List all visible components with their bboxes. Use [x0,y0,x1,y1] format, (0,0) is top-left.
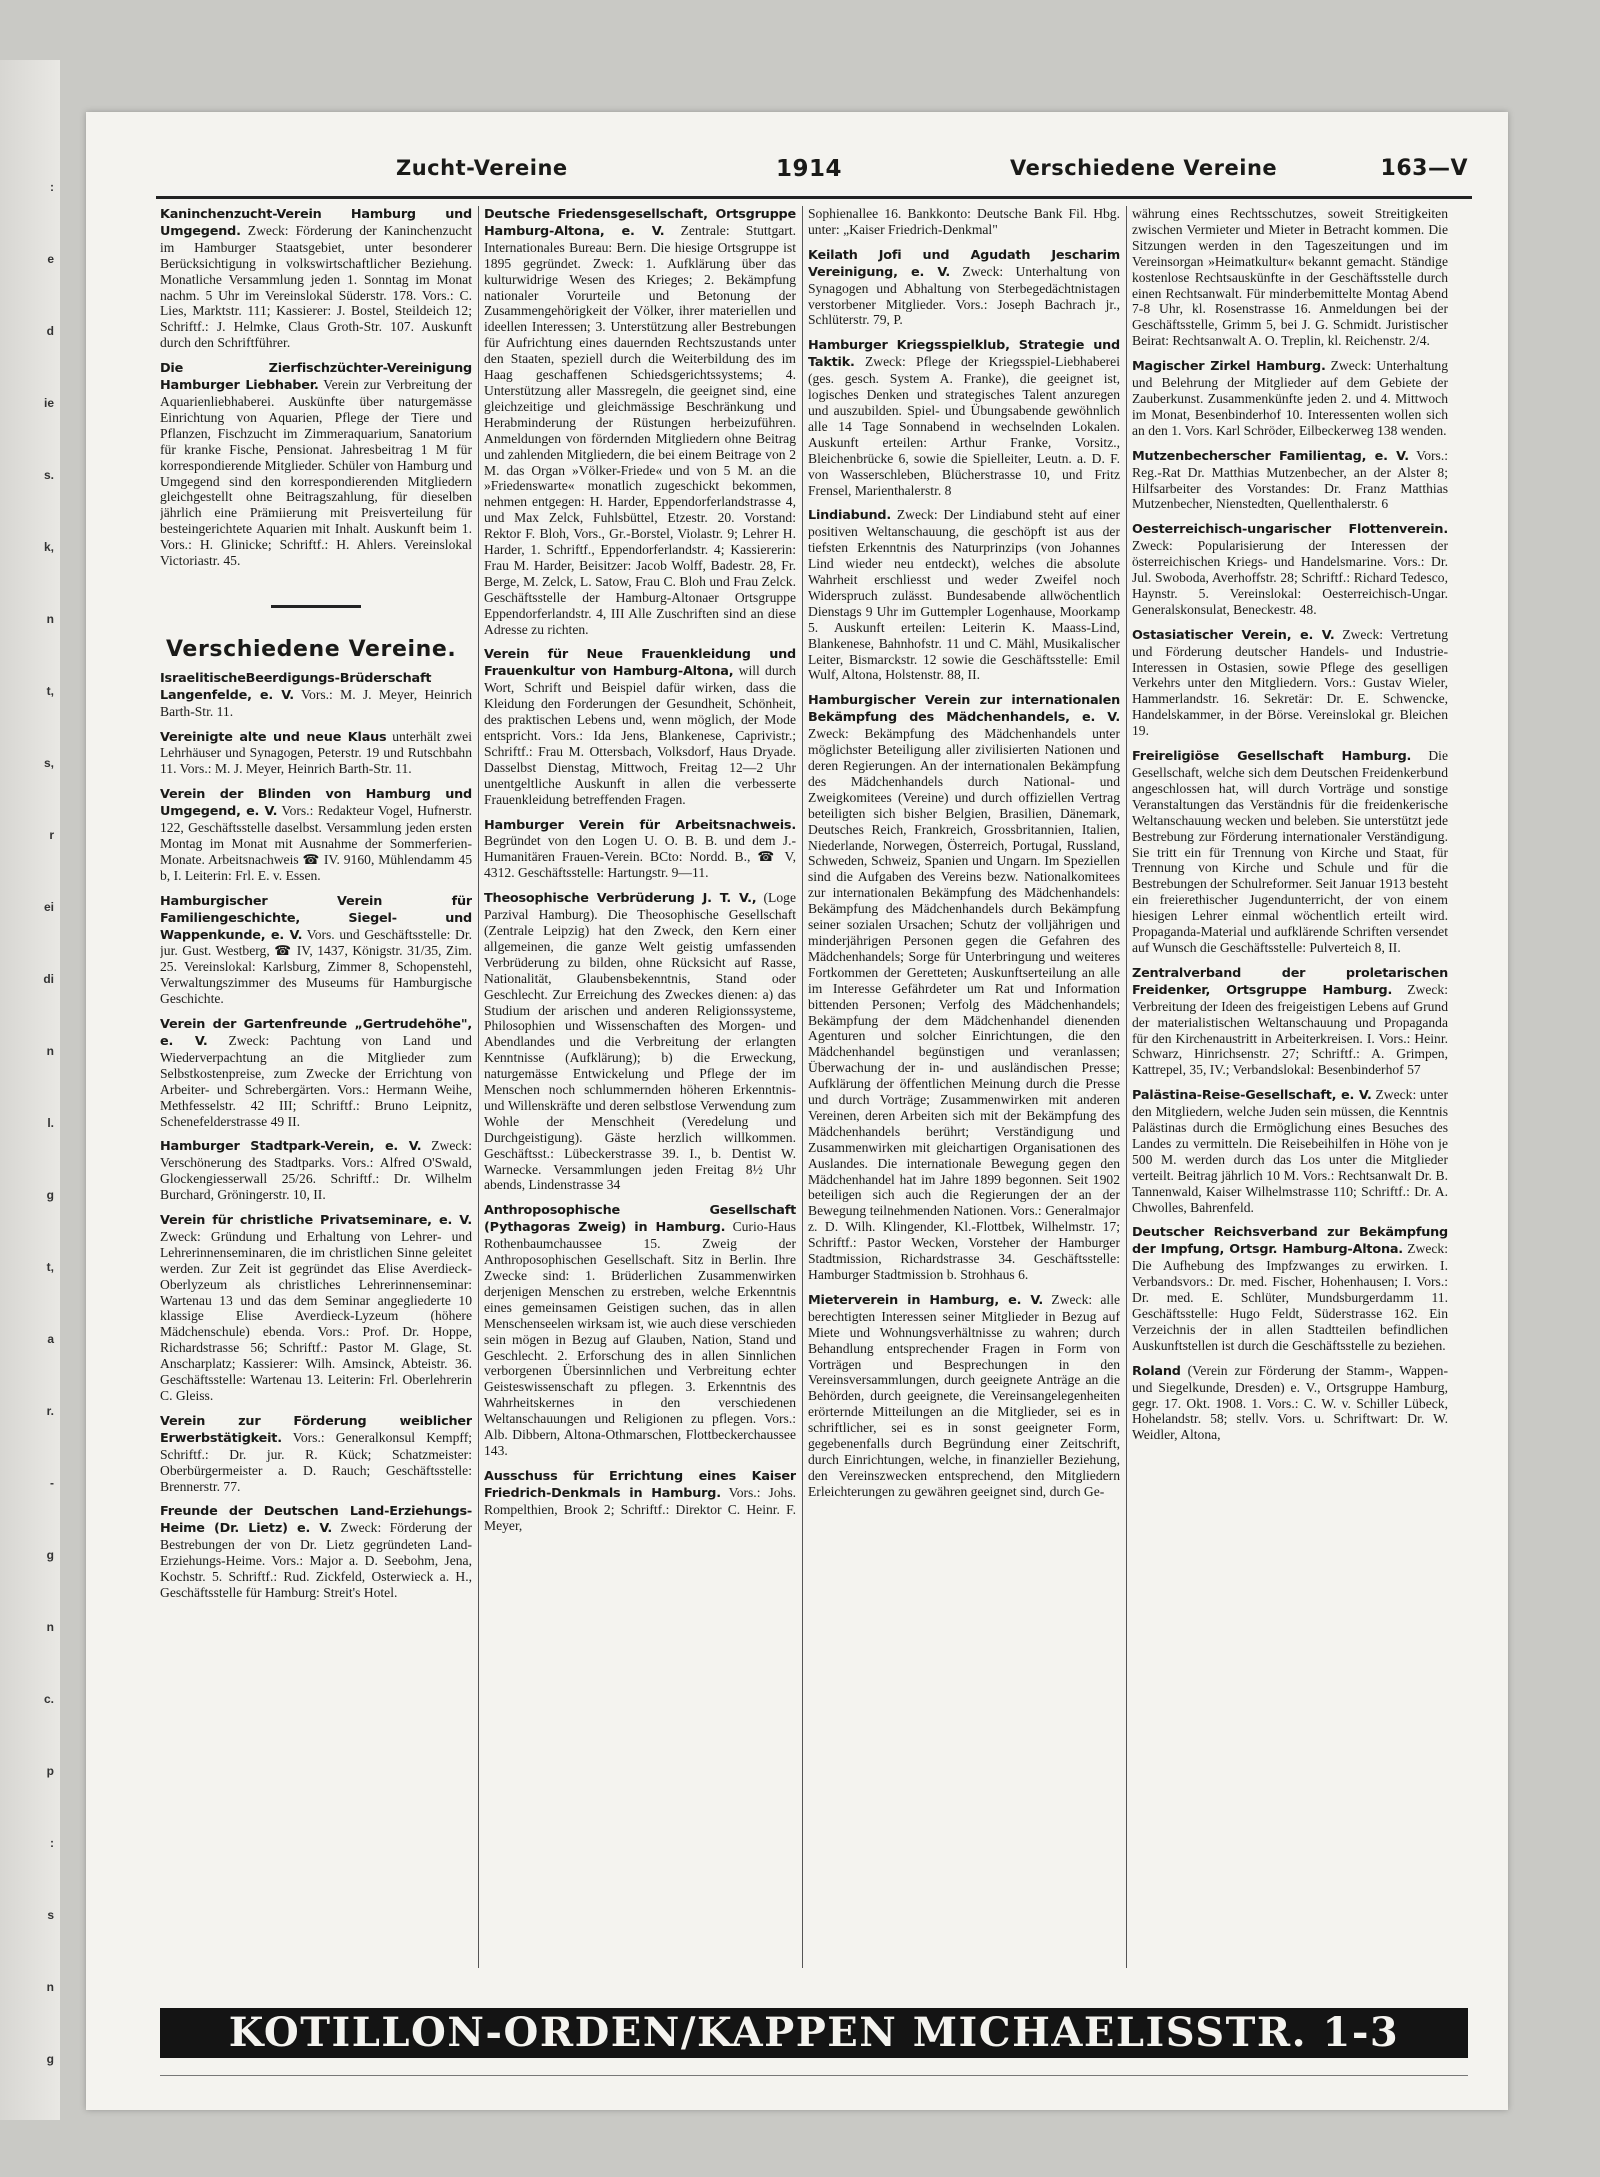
directory-entry [808,206,1120,238]
entry-title: Roland [1132,1363,1181,1379]
margin-fragment: n [46,612,54,626]
entry-body: Vors.: Generalkonsul Kempff; Schriftf.: Dr. jur. R. Kück; Schatzmeister: Oberbürgermeister a. D. Rauch; Geschäftsstelle: Brennerstr. 77. [160,1429,472,1494]
margin-fragment: e [47,252,54,266]
entry-body: Vors.: Reg.-Rat Dr. Matthias Mutzenbecher, an der Alster 8; Hilfsarbeiter des Vorstandes: Dr. Franz Matthias Mutzenbecher, Nienstedten, Quellenthalerstr. 6 [1132,447,1448,512]
directory-entry [160,360,472,569]
directory-entry [484,206,796,637]
entry-body: Curio-Haus Rothenbaumchaussee 15. Zweig der Anthroposophischen Gesellschaft. Sitz in Berlin. Ihre Zwecke sind: 1. Brüderlichen Zusammenwirken derjenigen Menschen zu erstreben, welche Erkenntnis eines gemeinsamen Geistigen suchen, das in allen Menschenseelen wirksam ist, wie auch diese verschieden sein mögen in Bezug auf Glauben, Nation, Stand und Geschlecht. 2. Erforschung des in allen Sinnlichen verborgenen Übersinnlichen und Verbreitung echter Geisteswissenschaft zu pflegen. 3. Erkenntnis des Wahrheitskernes in den verschiedenen Weltanschauungen und Religionen zu pflegen. Vors.: Alb. Dibbern, Altona-Othmarschen, Flottbeckerchaussee 143. [484,1219,796,1458]
margin-fragment: g [46,1548,54,1562]
entry-body: Zweck: Gründung und Erhaltung von Lehrer- und Lehrerinnenseminaren, die im christlichen Sinne geleitet werden. Zur Zeit ist gegründet das Elise Averdieck-Oberlyzeum als christliches Lehrerinnenseminar: Wartenau 13 und das dem Seminar angegliederte 10 klassige Elise Averdieck-Lyzeum (höhere Mädchenschule) ebenda. Vors.: Prof. Dr. Hoppe, Richardstrasse 56; Schriftf.: Pastor M. Glage, St. Anscharplatz; Kassierer: Wilh. Amsinck, Abteistr. 36. Geschäftsstelle: Wartenau 13. Leiterin: Frl. Oberlehrerin C. Gleiss. [160,1228,472,1403]
entry-title: Lindiabund. [808,508,892,524]
entry-body: Verein zur Verbreitung der Aquarienliebhaberei. Auskünfte über naturgemässe Einrichtung von Aquarien, Pflege der Tiere und Pflanzen, Fischzucht im Zimmeraquarium, Sanatorium für kranke Fische, Pensionat. Jahresbeitrag 1 M für korrespondierende Mitglieder. Schüler von Hamburg und Umgegend sind den korrespondierenden Mitgliedern gleichgestellt ohne Beitragszahlung, für dieselben jährlich eine Prämiierung mit Preisverteilung für besteingerichtete Aquarien mit Inhalt. Auskunft beim 1. Vors.: H. Glinicke; Schriftf.: H. Ahlers. Vereinslokal Victoriastr. 45. [160,377,472,569]
entry-body: (Loge Parzival Hamburg). Die Theosophische Gesellschaft (Zentrale Leipzig) hat den Zweck, den Kern einer allgemeinen, die ganze Welt geistig umfassenden Verbrüderung zu bilden, ohne Rücksicht auf Rasse, Nationalität, Glaubensbekenntnis, Stand oder Geschlecht. Zur Erreichung des Zweckes dienen: a) das Studium der arischen und anderen Religionssysteme, Philosophien und Wissenschaften des Morgen- und Abendlandes und die Verbreitung der erlangten Kenntnisse (Aufklärung); b) die Erweckung, naturgemässe Entwickelung und Pflege der im Menschen noch schlummernden höheren Erkenntnis- und Willenskräfte und deren selbstlose Verwendung zum Wohle der Menschheit (Veredelung und Durchgeistigung). Gäste herzlich willkommen. Geschäftsst.: Lübeckerstrasse 39. I., b. Dentist W. Warnecke. Versammlungen jeden Freitag 8½ Uhr abends, Lindenstrasse 34 [484,890,796,1193]
directory-entry [160,206,472,351]
margin-fragment: ie [43,396,54,410]
entry-body: Zweck: Der Lindiabund steht auf einer positiven Weltanschauung, die geschöpft ist aus der tiefsten Erkenntnis des Naturprinzips (von Johannes Lind wieder neu entdeckt), welches die absolute Wahrheit erschliesst und weder Zweifel noch Widerspruch zulässt. Bundesabende allwöchentlich Dienstags 9 Uhr im Guttempler Logenhause, Moorkamp 5. Auskunft erteilen: Leiterin K. Maass-Lind, Blankenese, Bahnhofstr. 11 und C. Mähl, Musikalischer Leiter, Bismarckstr. 12 sowie die Geschäftsstelle: Emil Wulf, Altona, Holstenstr. 88, II. [808,507,1120,683]
page-header [86,150,1508,190]
margin-fragment: t, [46,684,54,698]
column-4 [1132,206,1448,1968]
entry-body: Vors.: M. J. Meyer, Heinrich Barth-Str. 11. [160,686,472,719]
column-divider [802,206,803,1968]
entry-title: Anthroposophische Gesellschaft (Pythagoras Zweig) in Hamburg. [484,1203,796,1236]
entry-body: Zweck: Pflege der Kriegsspiel-Liebhaberei (ges. gesch. System A. Franke), die geeignet ist, logisches Denken und strategisches Talent anzuregen und auszubilden. Spiel- und Übungsabende gewöhnlich alle 14 Tage Sonnabend in wechselnden Lokalen. Auskunft erteilen: Arthur Franke, Vorsitz., Bleichenbrücke 6, sowie die Spielleiter, Leutn. a. D. F. von Wasserschleben, Blücherstrasse 10, und Fritz Frensel, Marienthalerstr. 8 [808,354,1120,498]
entry-body: Vors.: Johs. Rompelthien, Brook 2; Schriftf.: Direktor C. Heinr. F. Meyer, [484,1484,796,1533]
entry-body: Sophienallee 16. Bankkonto: Deutsche Bank Fil. Hbg. unter: „Kaiser Friedrich-Denkmal" [808,206,1120,237]
margin-fragment: r [49,828,54,842]
directory-entry [1132,358,1448,439]
entry-body: Begründet von den Logen U. O. B. B. und dem J.-Humanitären Frauen-Verein. BCto: Nordd. B., ☎ V, 4312. Geschäftsstelle: Hartungstr. 9—11. [484,833,796,881]
margin-fragment: g [46,1188,54,1202]
header-rule [156,196,1472,199]
entry-body: Die Gesellschaft, welche sich dem Deutschen Freidenkerbund angeschlossen hat, will durch Vorträge und sonstige Veranstaltungen das Verständnis für die freidenkerische Weltanschauung wecken und beleben. Sie unterstützt jede Bestrebung zur Förderung internationaler Verständigung. Sie tritt ein für Trennung von Kirche und Staat, für Trennung von Kirche und Schule und für die Bestrebungen der Schulreformer. Seit Januar 1913 besteht ein freierethischer Jugendunterricht, der von einem hiesigen Lehrer einmal wöchentlich erteilt wird. Propaganda-Material und aufklärende Schriften versendet auf Wunsch die Geschäftsstelle: Pulverteich 8, II. [1132,748,1448,955]
entry-title: Freireligiöse Gesellschaft Hamburg. [1132,749,1412,765]
entry-title: Verein für christliche Privatseminare, e. V. [160,1213,472,1229]
directory-entry [160,729,472,778]
directory-entry [484,1468,796,1534]
directory-entry [1132,748,1448,956]
margin-fragment: n [46,1044,54,1058]
entry-body: Zweck: Unterhaltung und Belehrung der Mitglieder auf dem Gebiete der Zauberkunst. Zusammenkünfte jeden 2. und 4. Mittwoch im Monat, Besenbinderhof 10. Interessenten wollen sich an den 1. Vors. Karl Schröder, Eilbeckerweg 138 wenden. [1132,358,1448,438]
section-divider [271,605,361,608]
entry-body: Zweck: Unterhaltung von Synagogen und Abhaltung von Sterbegedächtnistagen verstorbener Mitglieder. Vors.: Joseph Bachrach jr., Schlüterstr. 79, P. [808,263,1120,328]
directory-entry [1132,965,1448,1078]
directory-entry [160,786,472,883]
entry-title: Mutzenbecherscher Familientag, e. V. [1132,448,1409,464]
entry-body: (Verein zur Förderung der Stamm-, Wappen- und Siegelkunde, Dresden) e. V., Ortsgruppe Hamburg, gegr. 17. Okt. 1908. 1. Vors.: C. W. v. Schiller Lübeck, Hohelandstr. 58; stellv. Vors. u. Schriftwart: Dr. W. Weidler, Altona, [1132,1362,1448,1443]
directory-entry [808,507,1120,683]
entry-title: Verein zur Förderung weiblicher Erwerbstätigkeit. [160,1413,472,1446]
entry-title: Kaninchenzucht-Verein Hamburg und Umgegend. [160,207,472,239]
entry-title: Hamburgischer Verein für Familiengeschichte, Siegel- und Wappenkunde, e. V. [160,893,472,943]
directory-entry [484,646,796,807]
page-number: 163—V [1380,156,1468,181]
directory-entry [160,893,472,1007]
entry-body: Zweck: Förderung der Kaninchenzucht im Hamburger Staatsgebiet, unter besonderer Berücksichtigung in volkswirtschaftlicher Beziehung. Monatliche Versammlung jeden 1. Sonntag im Monat nachm. 5 Uhr im Vereinslokal Süderstr. 178. Vors.: C. Lies, Marktstr. 111; Kassierer: J. Bostel, Steildeich 12; Schriftf.: J. Helmke, Claus Groth-Str. 107. Auskunft durch den Schriftführer. [160,222,472,351]
margin-fragment: n [46,1620,54,1634]
directory-entry [1132,1087,1448,1215]
directory-entry [1132,1363,1448,1444]
entry-title: Theosophische Verbrüderung J. T. V., [484,891,757,907]
entry-title: Ostasiatischer Verein, e. V. [1132,627,1335,643]
entry-body: Zweck: Die Aufhebung des Impfzwanges zu erwirken. I. Verbandsvors.: Dr. med. Fischer, Hohenhausen; I. Vors.: Dr. med. E. Schlüter, Mundsburgerdamm 11. Geschäftsstelle: Hugo Feldt, Süderstrasse 162. Ein Verzeichnis der in allen Stadtteilen befindlichen Auskunftstellen ist durch die Geschäftsstelle zu beziehen. [1132,1241,1448,1353]
directory-entry [808,692,1120,1283]
directory-entry [160,1413,472,1495]
directory-entry [160,1016,472,1129]
margin-fragment: ei [43,900,54,914]
entry-title: Verein für Neue Frauenkleidung und Frauenkultur von Hamburg-Altona, [484,647,796,680]
margin-fragment: d [46,324,54,338]
entry-body: Zweck: Bekämpfung des Mädchenhandels unter möglichster Beteiligung aller zivilisierten Nationen und deren Regierungen. An der internationalen Bekämpfung des Mädchenhandels durch National- und Zweigkomitees (Vereine) und durch offiziellen Vertrag beteiligten sich bisher Belgien, Brasilien, Dänemark, Deutsches Reich, Frankreich, Grossbritannien, Italien, Niederlande, Norwegen, Österreich, Portugal, Russland, Schweden, Schweiz, Spanien und Ungarn. Im Speziellen sind die Aufgaben des Vereins bezw. Nationalkomitees zur internationalen Bekämpfung des Mädchenhandels: Bekämpfung des Mädchenhandels durch Bekämpfung seiner sozialen Ursachen; Schutz der volljährigen und minderjährigen Personen gegen die Gefahren des Mädchenhandels; Sorge für Unterbringung und weiteres Fortkommen der Geretteten; Auskunftserteilung an alle im Interesse Gefährdeter um Rat und Information bittenden Personen; Verfolg des Mädchenhandels; Bekämpfung der dem Mädchenhandel dienenden Agenturen und solcher Einrichtungen, die den Mädchenhandel begünstigen und veranlassen; Überwachung der in- und ausländischen Presse; Aufklärung der öffentlichen Meinung durch die Presse und durch Vorträge; Zusammenwirken mit anderen Vereinen, deren Arbeiten sich mit der Bekämpfung des Mädchenhandels berührt; Verständigung und Zusammenwirken mit gleichartigen Organisationen des Auslandes. Die internationale Bewegung gegen den Mädchenhandel hat im Jahre 1899 begonnen. Seit 1902 beteiligen sich auch die Regierungen der an der Bewegung teilnehmenden Nationen. Vors.: Generalmajor z. D. Wilh. Klingender, Kl.-Flottbek, Wilhelmstr. 17; Schriftf.: Pastor Wecken, Vorsteher der Hamburger Stadtmission, Richardstrasse 34. Geschäftsstelle: Hamburger Stadtmission b. Strohhaus 6. [808,726,1120,1282]
margin-fragment: s [47,1908,54,1922]
directory-entry [1132,448,1448,513]
margin-fragment: l. [47,1116,54,1130]
entry-body: währung eines Rechtsschutzes, soweit Streitigkeiten zwischen Vermieter und Mieter in Betracht kommen. Die Sitzungen werden in den Tageszeitungen und im Vereinsorgan »Heimatkultur« bekannt gemacht. Ständige kostenlose Rechtsauskünfte in der Geschäftsstelle durch einen Rechtsanwalt. Für minderbemittelte Montag Abend 7-8 Uhr, kl. Rosenstrasse 16. Anmeldungen bei der Geschäftsstelle, Grimm 5, bei J. G. Schmidt. Juristischer Beirat: Rechtsanwalt A. O. Treplin, kl. Reichenstr. 2/4. [1132,206,1448,349]
directory-entry [484,1202,796,1459]
entry-title: Hamburger Stadtpark-Verein, e. V. [160,1139,422,1155]
column-3 [808,206,1120,1968]
entry-title: Hamburger Kriegsspielklub, Strategie und Taktik. [808,338,1120,371]
entry-body: Zweck: Verbreitung der Ideen des freigeistigen Lebens auf Grund der materialistischen Weltanschauung und Propaganda für den Kirchenaustritt in Arbeiterkreisen. I. Vors.: Heinr. Schwarz, Hinrichsenstr. 27; Schriftf.: A. Grimpen, Kattrepel, 35, IV.; Verbandslokal: Besenbinderhof 57 [1132,981,1448,1078]
entry-title: Deutsche Friedensgesellschaft, Ortsgruppe Hamburg-Altona, e. V. [484,207,796,239]
entry-title: Zentralverband der proletarischen Freidenker, Ortsgruppe Hamburg. [1132,965,1448,998]
margin-fragment: di [43,972,54,986]
entry-body: Zentrale: Stuttgart. Internationales Bureau: Bern. Die hiesige Ortsgruppe ist 1895 gegründet. Zweck: 1. Aufklärung über das kulturwidrige Wesen des Krieges; 2. Bekämpfung nationaler Vorurteile und Betonung der Zusammengehörigkeit der Völker, ihrer materiellen und ideellen Interessen; 3. Unterstützung aller Bestrebungen für Aufrichtung eines dauernden Rechtszustands unter den Staaten, speziell durch die Weiterbildung des im Haag geschaffenen Schiedsgerichtssystems; 4. Unterstützung aller Massregeln, die geeignet sind, eine gleichzeitige und gleichmässige Beschränkung und Herabminderung der Rüstungen herbeizuführen. Anmeldungen von fördernden Mitgliedern ohne Beitrag und zahlenden Mitgliedern, die bei einem Beitrage von 2 M. das Organ »Völker-Friede« und von 5 M. an die »Friedenswarte« monatlich zugeschickt bekommen, nehmen entgegen: H. Harder, Eppendorferlandstrasse 4, und Max Zelck, Fuhlsbüttel, Etzestr. 20. Vorstand: Rektor F. Bloh, Vors., Gr.-Borstel, Violastr. 9; Lehrer H. Harder, 1. Schriftf., Eppendorferlandstr. 4; Kassiererin: Frau M. Harder, Beisitzer: Jacob Wolff, Badestr. 28, Fr. Berge, M. Zelck, L. Satow, Frau C. Bloh und Frau Zelck. Geschäftsstelle der Hamburg-Altonaer Ortsgruppe Eppendorferlandstr. 4, III Alle Zuschriften sind an diese Adresse zu richten. [484,222,796,637]
header-center-title: Verschiedene Vereine [1010,156,1278,180]
entry-title: IsraelitischeBeerdigungs-Brüderschaft Langenfelde, e. V. [160,670,432,703]
directory-entry [160,1212,472,1404]
margin-fragment: t, [46,1260,54,1274]
directory-entry [1132,521,1448,617]
text-columns [160,206,1468,1968]
margin-fragment: p [46,1764,54,1778]
entry-title: Palästina-Reise-Gesellschaft, e. V. [1132,1088,1372,1104]
directory-entry [1132,627,1448,739]
directory-entry [484,817,796,882]
directory-entry [160,1138,472,1203]
entry-title: Magischer Zirkel Hamburg. [1132,359,1326,375]
directory-entry [808,1292,1120,1500]
entry-body: Zweck: Popularisierung der Interessen der österreichischen Kriegs- und Handelsmarine. Vors.: Dr. Jul. Swoboda, Averhoffstr. 28; Schriftf.: Richard Tedesco, Haynstr. 5. Vereinslokal: Oesterreichisch-Ungar. Generalskonsulat, Beneckestr. 48. [1132,538,1448,617]
header-left-title: Zucht-Vereine [396,156,568,180]
margin-fragment: g [46,2052,54,2066]
entry-title: Ausschuss für Errichtung eines Kaiser Friedrich-Denkmals in Hamburg. [484,1468,796,1501]
entry-body: Zweck: alle berechtigten Interessen seiner Mitglieder in Bezug auf Miete und Wohnungsverhältnisse zu wahren; durch Behandlung entsprechender Fragen in Form von Vorträgen und Besprechungen in den Vereinsversammlungen, durch geeignete Anträge an die Behörden, durch geeignete, die Vereinsangelegenheiten erörternde Mitteilungen an die Mitglieder, sei es in schriftlicher, sei es in sonst geeigneter Form, gegebenenfalls durch Begründung einer Zeitschrift, durch Einrichtungen, welche, in finanzieller Beziehung, den Vereinszwecken entsprechend, den Mitgliedern Erleichterungen zu gewähren geeignet sind, durch Ge- [808,1291,1120,1499]
entry-body: Vors.: Redakteur Vogel, Hufnerstr. 122, Geschäftsstelle daselbst. Versammlung jeden ersten Montag im Monat mit Ausnahme der Sommerferien-Monate. Arbeitsnachweis ☎ IV. 9160, Mühlendamm 45 b, I. Leiterin: Frl. E. v. Essen. [160,803,472,883]
advertisement-banner: KOTILLON-ORDEN/KAPPEN MICHAELISSTR. 1-3 [160,2008,1468,2058]
section-title: Verschiedene Vereine. [166,636,457,662]
entry-title: Deutscher Reichsverband zur Bekämpfung der Impfung, Ortsgr. Hamburg-Altona. [1132,1225,1448,1258]
margin-fragment: s, [43,756,54,770]
entry-title: Freunde der Deutschen Land-Erziehungs-Heime (Dr. Lietz) e. V. [160,1504,472,1537]
entry-title: Vereinigte alte und neue Klaus [160,729,387,745]
column-divider [1126,206,1127,1968]
entry-title: Keilath Jofi und Agudath Jescharim Vereinigung, e. V. [808,247,1120,280]
column-2 [484,206,796,1968]
margin-fragment: r. [46,1404,54,1418]
directory-entry [1132,206,1448,349]
bottom-rule [160,2075,1468,2076]
margin-fragment: : [50,1836,54,1850]
margin-fragment: - [50,1476,54,1490]
margin-fragment: n [46,1980,54,1994]
entry-body: Zweck: Vertretung und Förderung deutscher Handels- und Industrie-Interessen in Ostasien, sowie Pflege des geselligen Verkehrs unter den Mitgliedern. Vors.: Gustav Wieler, Hammerlandstr. 16. Sekretär: Dr. E. Schwencke, Handelskammer, in der Börse. Vereinslokal gr. Bleichen 19. [1132,626,1448,739]
margin-fragment: : [50,180,54,194]
entry-body: unterhält zwei Lehrhäuser und Synagogen, Peterstr. 19 und Rutschbahn 11. Vors.: M. J. Meyer, Heinrich Barth-Str. 11. [160,728,472,777]
entry-title: Hamburger Verein für Arbeitsnachweis. [484,817,796,833]
entry-title: Verein der Blinden von Hamburg und Umgegend, e. V. [160,787,472,820]
directory-entry [160,1503,472,1600]
margin-fragment: s. [43,468,54,482]
entry-title: Hamburgischer Verein zur internationalen Bekämpfung des Mädchenhandels, e. V. [808,693,1120,726]
entry-body: Zweck: Verschönerung des Stadtparks. Vors.: Alfred O'Swald, Glockengiesserwall 25/26. Schriftf.: Dr. Wilhelm Burchard, Gröningerstr. 10, II. [160,1138,472,1203]
directory-entry [1132,1224,1448,1353]
entry-body: Zweck: unter den Mitgliedern, welche Juden sein müssen, die Kenntnis Palästinas durch die Ermöglichung eines Besuches des Landes zu vermitteln. Die Reisebeihilfen in Höhe von je 500 M. werden durch das Los unter die Mitglieder verteilt. Beitrag jährlich 10 M. Vors.: Rechtsanwalt Dr. B. Tannenwald, Kaiser Wilhelmstrasse 110; Schriftf.: Dr. A. Chwolles, Bahrenfeld. [1132,1087,1448,1215]
entry-title: Verein der Gartenfreunde „Gertrudehöhe", e. V. [160,1017,472,1049]
margin-fragment: a [47,1332,54,1346]
directory-entry [484,890,796,1193]
scan-left-margin [0,60,60,2120]
entry-title: Die Zierfischzüchter-Vereinigung Hamburger Liebhaber. [160,361,472,394]
entry-body: Vors. und Geschäftsstelle: Dr. jur. Gust. Westberg, ☎ IV, 1437, Königstr. 31/35, Zim. 25. Vereinslokal: Karlsburg, Zimmer 8, Schopenstehl, Verwaltungszimmer des Museums für Hamburgische Geschichte. [160,926,472,1007]
directory-entry [808,337,1120,498]
entry-body: Zweck: Förderung der Bestrebungen der von Dr. Lietz gegründeten Land-Erziehungs-Heime. Vors.: Major a. D. Seebohm, Jena, Kochstr. 5. Schriftf.: Rud. Zickfeld, Osterwieck a. H., Geschäftsstelle für Hamburg: Streit's Hotel. [160,1520,472,1600]
margin-fragment: k, [43,540,54,554]
entry-title: Oesterreichisch-ungarischer Flottenverein. [1132,522,1448,538]
directory-entry [808,247,1120,329]
header-year: 1914 [776,156,843,182]
entry-body: will durch Wort, Schrift und Beispiel dafür wirken, dass die Kleidung den Forderungen der Gesundheit, Schönheit, des praktischen Lebens und, wenn möglich, der Mode entspricht. Vors.: Ida Jens, Blankenese, Caprivistr.; Schriftf.: Frau M. Ottersbach, Volksdorf, Haus Dryade. Dasselbst Dienstag, Mittwoch, Freitag 12—2 Uhr unentgeltliche Auskunft in allen die verbesserte Frauenkleidung betreffenden Fragen. [484,663,796,807]
entry-title: Mieterverein in Hamburg, e. V. [808,1292,1044,1308]
entry-body: Zweck: Pachtung von Land und Wiederverpachtung an die Mitglieder zum Selbstkostenpreise, zum Zwecke der Errichtung von Arbeiter- und Schrebergärten. Vors.: Hermann Weihe, Methfesselstr. 42 III; Schriftf.: Bruno Leipnitz, Schenefelderstrasse 49 II. [160,1032,472,1129]
directory-entry [160,670,472,720]
column-1 [160,206,472,1968]
margin-fragment: c. [43,1692,54,1706]
column-divider [478,206,479,1968]
directory-page [86,112,1508,2110]
